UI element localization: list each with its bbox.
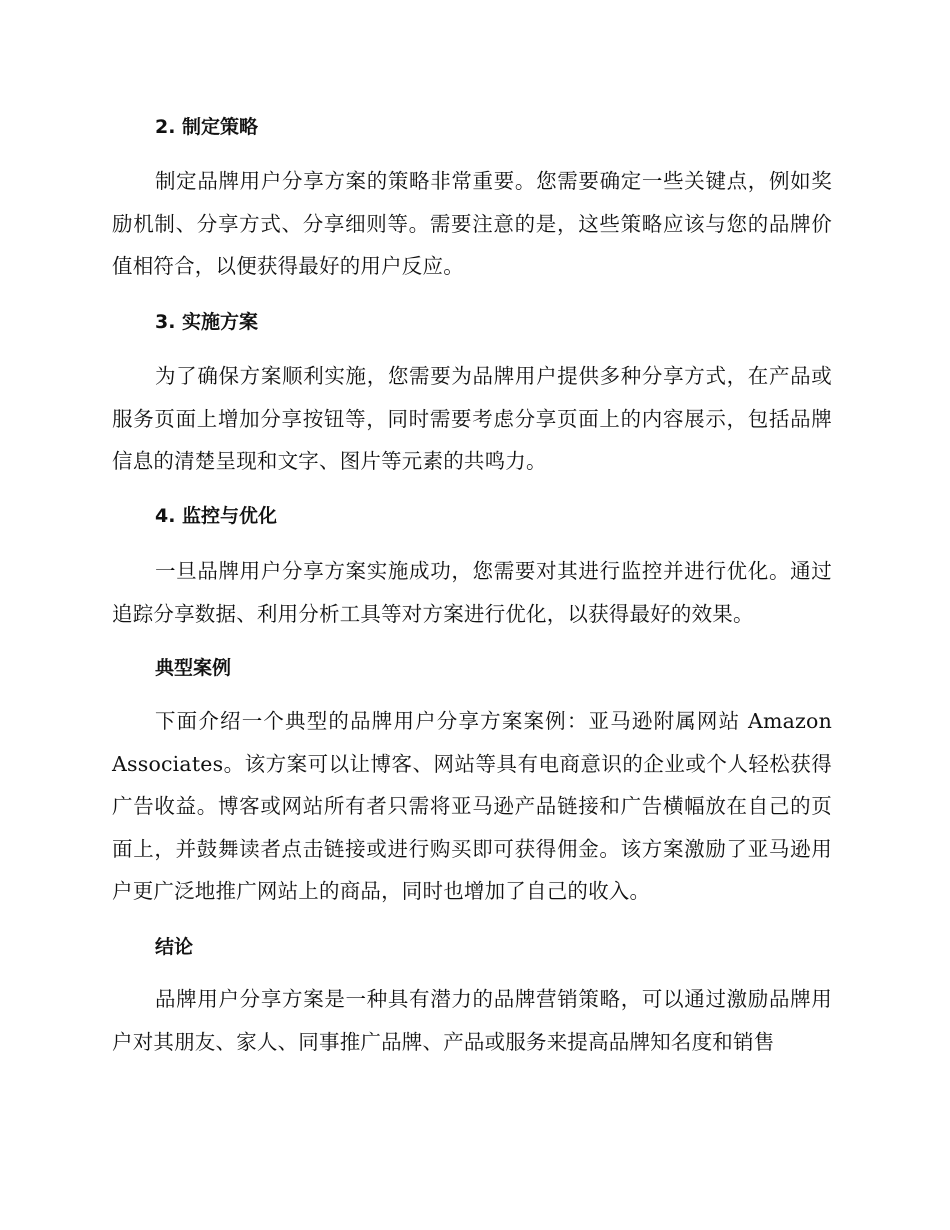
section-heading-implementation: 3. 实施方案 — [155, 311, 259, 333]
section-paragraph-monitoring: 一旦品牌用户分享方案实施成功，您需要对其进行监控并进行优化。通过追踪分享数据、利用分析工具等对方案进行优化，以获得最好的效果。 — [112, 559, 832, 626]
section-paragraph-conclusion: 品牌用户分享方案是一种具有潜力的品牌营销策略，可以通过激励品牌用户对其朋友、家人、同事推广品牌、产品或服务来提高品牌知名度和销售 — [112, 987, 832, 1054]
section-paragraph-implementation: 为了确保方案顺利实施，您需要为品牌用户提供多种分享方式，在产品或服务页面上增加分享按钮等，同时需要考虑分享页面上的内容展示，包括品牌信息的清楚呈现和文字、图片等元素的共鸣力。 — [112, 364, 832, 473]
section-paragraph-case-study: 下面介绍一个典型的品牌用户分享方案案例：亚马逊附属网站 Amazon Associates。该方案可以让博客、网站等具有电商意识的企业或个人轻松获得广告收益。博客或网站所有者只需将亚马逊产品链接和广告横幅放在自己的页面上，并鼓舞读者点击链接或进行购买即可获得佣金。该方案激励了亚马逊用户更广泛地推广网站上的商品，同时也增加了自己的收入。 — [112, 709, 832, 903]
section-heading-monitoring: 4. 监控与优化 — [155, 505, 278, 527]
section-paragraph-strategy: 制定品牌用户分享方案的策略非常重要。您需要确定一些关键点，例如奖励机制、分享方式、分享细则等。需要注意的是，这些策略应该与您的品牌价值相符合，以便获得最好的用户反应。 — [112, 169, 832, 278]
section-heading-conclusion: 结论 — [155, 936, 194, 958]
section-heading-strategy: 2. 制定策略 — [155, 116, 259, 138]
section-heading-case-study: 典型案例 — [155, 657, 232, 679]
